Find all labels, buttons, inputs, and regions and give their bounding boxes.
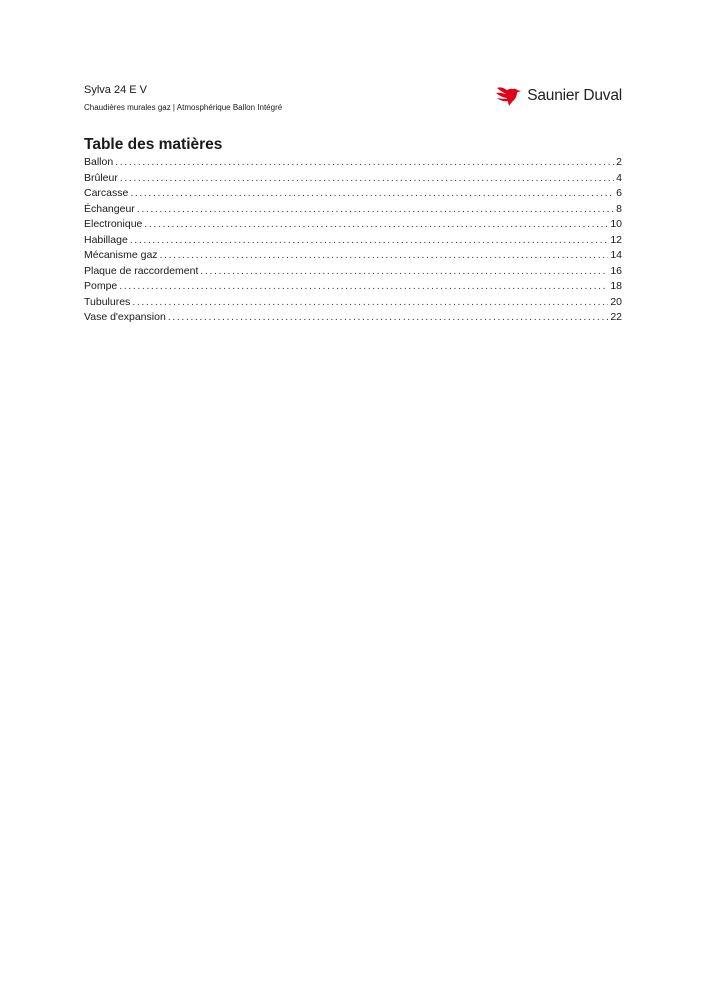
toc-entry-label: Échangeur [84, 202, 135, 215]
toc-dot-leader [200, 264, 608, 280]
toc-entry-page: 8 [616, 202, 622, 215]
toc-entry-habillage[interactable] [84, 233, 622, 249]
toc-entry-label: Pompe [84, 280, 118, 292]
toc-entry-page: 20 [610, 295, 622, 308]
brand-name: Saunier Duval [527, 87, 622, 104]
bird-logo-icon [496, 85, 522, 107]
toc-entry-label: Tubulures [84, 295, 131, 308]
toc-entry-page: 18 [610, 280, 622, 292]
product-name: Sylva 24 E V [84, 84, 147, 96]
toc-title: Table des matières [84, 136, 223, 153]
toc-entry-carcasse[interactable] [84, 186, 622, 202]
toc-entry-page: 22 [610, 311, 622, 323]
toc-entry-page: 6 [616, 187, 622, 199]
toc-entry-vase-d-expansion[interactable] [84, 310, 622, 326]
toc-entry-echangeur[interactable] [84, 202, 622, 218]
toc-dot-leader [137, 202, 614, 218]
page-header [84, 84, 622, 120]
toc-entry-page: 4 [616, 171, 622, 184]
toc-dot-leader [168, 310, 609, 326]
toc-dot-leader [130, 233, 609, 249]
toc-dot-leader [144, 217, 608, 233]
toc-entry-ballon[interactable] [84, 155, 622, 171]
toc-entry-label: Carcasse [84, 187, 129, 199]
toc-dot-leader [120, 171, 614, 187]
toc-entry-page: 10 [610, 218, 622, 230]
toc-entry-electronique[interactable] [84, 217, 622, 233]
toc-dot-leader [115, 155, 614, 171]
toc-dot-leader [132, 295, 608, 311]
brand-logo [496, 84, 622, 108]
toc-entry-label: Electronique [84, 218, 143, 230]
toc-entry-page: 2 [616, 156, 622, 168]
toc-entry-page: 14 [610, 249, 622, 261]
toc-entry-label: Brûleur [84, 171, 118, 184]
toc-entry-label: Mécanisme gaz [84, 249, 158, 261]
toc-dot-leader [119, 279, 608, 295]
toc-entry-page: 12 [610, 233, 622, 246]
toc-entry-plaque-de-raccordement[interactable] [84, 264, 622, 280]
product-subtitle: Chaudières murales gaz | Atmosphérique Ballon Intégré [84, 103, 283, 112]
toc-dot-leader [160, 248, 609, 264]
table-of-contents [84, 155, 622, 326]
toc-entry-page: 16 [610, 264, 622, 277]
toc-entry-label: Plaque de raccordement [84, 264, 199, 277]
toc-entry-label: Habillage [84, 233, 128, 246]
toc-dot-leader [130, 186, 614, 202]
toc-entry-mecanisme-gaz[interactable] [84, 248, 622, 264]
toc-entry-pompe[interactable] [84, 279, 622, 295]
toc-entry-label: Ballon [84, 156, 114, 168]
toc-entry-bruleur[interactable] [84, 171, 622, 187]
toc-entry-tubulures[interactable] [84, 295, 622, 311]
toc-entry-label: Vase d'expansion [84, 311, 166, 323]
